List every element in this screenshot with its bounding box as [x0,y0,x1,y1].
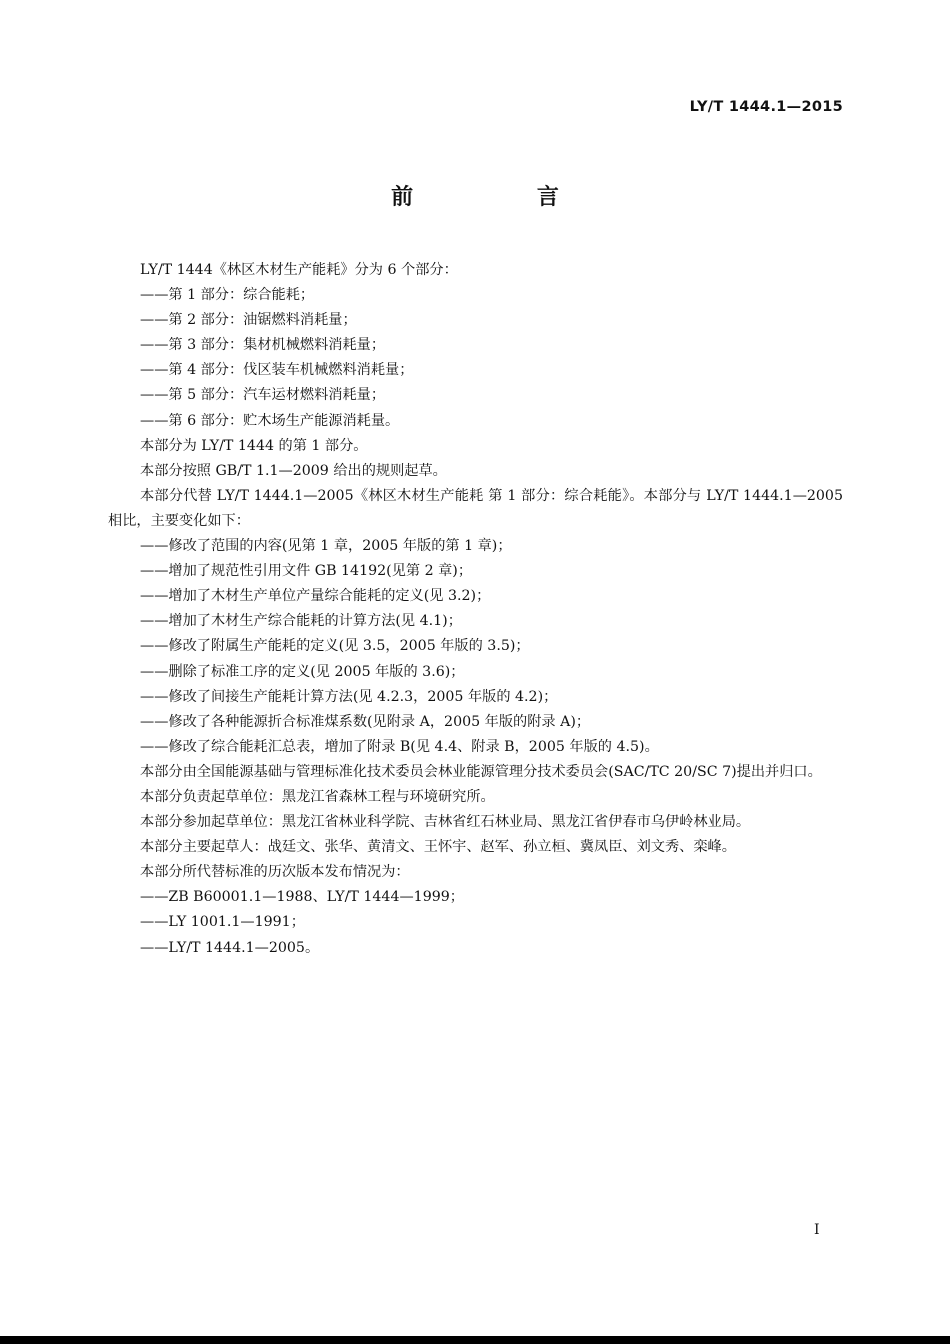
paragraph: LY/T 1444《林区木材生产能耗》分为 6 个部分： [140,262,458,278]
paragraph: 本部分所代替标准的历次版本发布情况为： [140,864,410,881]
bottom-rule [0,1336,950,1344]
list-item: ——增加了木材生产综合能耗的计算方法(见 4.1)； [140,613,462,630]
list-item: ——修改了范围的内容(见第 1 章，2005 年版的第 1 章)； [140,538,512,555]
paragraph: 本部分由全国能源基础与管理标准化技术委员会林业能源管理分技术委员会(SAC/TC 20/SC 7)提出并归口。 [140,763,822,780]
list-item: ——增加了规范性引用文件 GB 14192(见第 2 章)； [140,563,473,580]
paragraph: 本部分为 LY/T 1444 的第 1 部分。 [140,437,368,454]
paragraph: 本部分按照 GB/T 1.1—2009 给出的规则起草。 [140,462,447,479]
list-item: ——LY/T 1444.1—2005。 [140,939,320,956]
document-code: LY/T 1444.1—2015 [689,99,843,115]
paragraph: 本部分负责起草单位：黑龙江省森林工程与环境研究所。 [140,788,495,805]
page-title: 前 言 [391,185,617,210]
paragraph: 本部分参加起草单位：黑龙江省林业科学院、吉林省红石林业局、黑龙江省伊春市乌伊岭林业局。 [140,814,751,831]
list-item: ——第 4 部分：伐区装车机械燃料消耗量； [140,362,414,379]
list-item: ——LY 1001.1—1991； [140,914,305,931]
paragraph: 本部分主要起草人：战廷文、张华、黄清文、王怀宇、赵军、孙立桓、冀凤臣、刘文秀、栾峰。 [140,839,736,856]
list-item: ——第 6 部分：贮木场生产能源消耗量。 [140,412,400,429]
list-item: ——第 5 部分：汽车运材燃料消耗量； [140,387,386,404]
foreword-body [108,258,843,961]
page-number: I [814,1222,820,1238]
list-item: ——第 1 部分：综合能耗； [140,287,315,304]
list-item: ——增加了木材生产单位产量综合能耗的定义(见 3.2)； [140,588,491,605]
list-item: ——第 3 部分：集材机械燃料消耗量； [140,337,386,354]
list-item: ——修改了各种能源折合标准煤系数(见附录 A，2005 年版的附录 A)； [140,713,591,730]
list-item: ——删除了标准工序的定义(见 2005 年版的 3.6)； [140,663,465,680]
list-item: ——修改了附属生产能耗的定义(见 3.5，2005 年版的 3.5)； [140,638,530,655]
list-item: ——第 2 部分：油锯燃料消耗量； [140,312,357,329]
list-item: ——修改了间接生产能耗计算方法(见 4.2.3，2005 年版的 4.2)； [140,688,558,705]
list-item: ——修改了综合能耗汇总表，增加了附录 B(见 4.4、附录 B，2005 年版的 4.5)。 [140,738,659,755]
list-item: ——ZB B60001.1—1988、LY/T 1444—1999； [140,889,464,906]
paragraph: 本部分代替 LY/T 1444.1—2005《林区木材生产能耗 第 1 部分：综合耗能》。本部分与 LY/T 1444.1—2005相比，主要变化如下： [108,487,843,529]
